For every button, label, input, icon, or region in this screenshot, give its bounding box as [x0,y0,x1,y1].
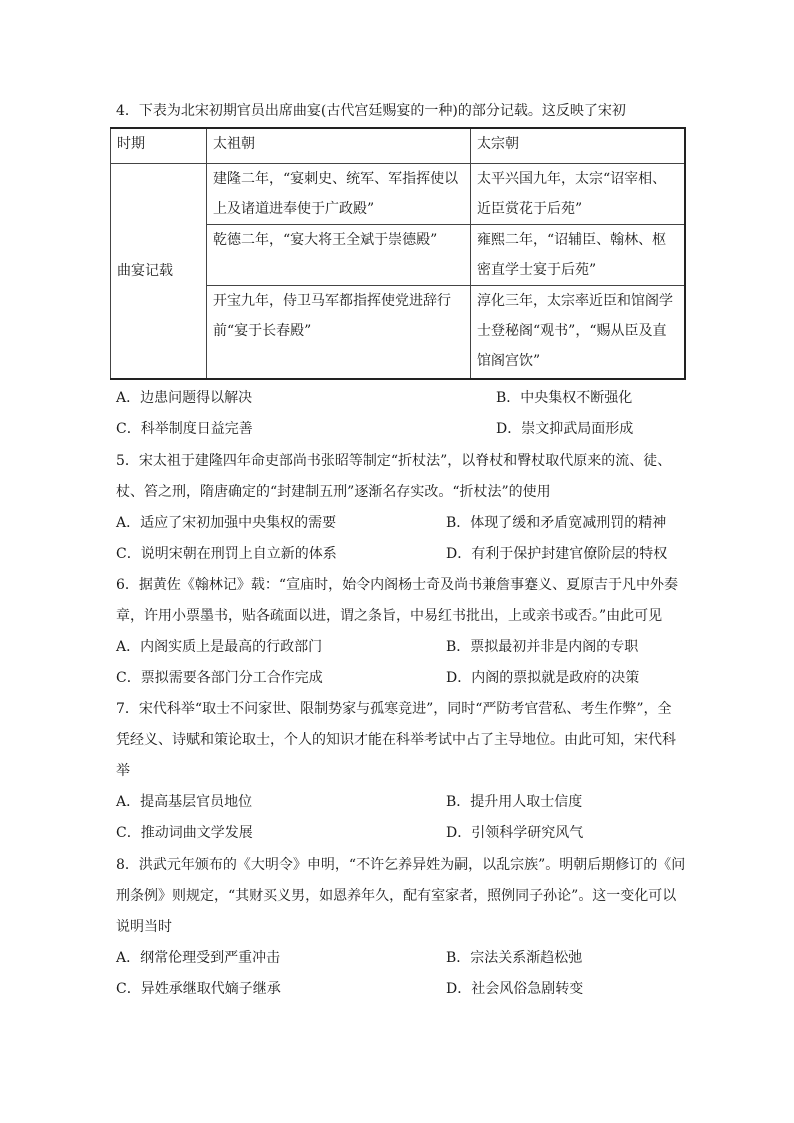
q7-stem-line: 凭经义、诗赋和策论取士，个人的知识才能在科举考试中占了主导地位。由此可知，宋代科 [116,732,676,748]
q8-option-c[interactable]: C．异姓承继取代嫡子继承 [116,981,281,997]
header-taizong: 太宗朝 [471,128,685,164]
table-row [111,164,685,225]
q7-option-c[interactable]: C．推动词曲文学发展 [116,825,253,841]
q5-option-a[interactable]: A．适应了宋初加强中央集权的需要 [116,515,337,531]
q7-option-b[interactable]: B．提升用人取士信度 [446,794,583,810]
q4-option-c[interactable]: C．科举制度日益完善 [116,421,253,437]
q7-option-a[interactable]: A．提高基层官员地位 [116,794,253,810]
table-cell: 乾德二年，“宴大将王全斌于崇德殿” [207,225,471,286]
q4-stem: 4．下表为北宋初期官员出席曲宴(古代宫廷赐宴的一种)的部分记载。这反映了宋初 [116,103,626,119]
q4-option-b[interactable]: B．中央集权不断强化 [496,390,633,406]
q5-stem-line: 杖、笞之刑，隋唐确定的“封建制五刑”逐渐名存实改。“折杖法”的使用 [116,484,551,500]
table-cell: 雍熙二年，“诏辅臣、翰林、枢密直学士宴于后苑” [471,225,685,286]
q6-option-d[interactable]: D．内阁的票拟就是政府的决策 [446,670,640,686]
q5-option-c[interactable]: C．说明宋朝在刑罚上自立新的体系 [116,546,337,562]
q4-option-d[interactable]: D．崇文抑武局面形成 [496,421,634,437]
q7-option-d[interactable]: D．引领科学研究风气 [446,825,584,841]
q8-stem-line: 刑条例》则规定，“其财买义男，如恩养年久，配有室家者，照例同子孙论”。这一变化可以 [116,888,677,904]
q8-stem-line: 8．洪武元年颁布的《大明令》申明，“不许乞养异姓为嗣，以乱宗族”。明朝后期修订的《问 [116,857,686,873]
header-period: 时期 [111,128,207,164]
table-cell: 太平兴国九年，太宗“诏宰相、近臣赏花于后苑” [471,164,685,225]
q8-stem-line: 说明当时 [116,919,172,935]
q8-option-a[interactable]: A．纲常伦理受到严重冲击 [116,950,281,966]
q7-stem-line: 举 [116,763,130,779]
q6-stem-line: 章，许用小票墨书，贴各疏面以进，谓之条旨，中易红书批出，上或亲书或否。”由此可见 [116,608,663,624]
q6-option-b[interactable]: B．票拟最初并非是内阁的专职 [446,639,639,655]
q5-option-d[interactable]: D．有利于保护封建官僚阶层的特权 [446,546,668,562]
q7-stem-line: 7．宋代科举“取士不问家世、限制势家与孤寒竞进”，同时“严防考官营私、考生作弊”，全 [116,701,672,717]
header-taizu: 太祖朝 [207,128,471,164]
table-cell: 建隆二年，“宴刺史、统军、军指挥使以上及诸道进奉使于广政殿” [207,164,471,225]
q4-option-a[interactable]: A．边患问题得以解决 [116,390,253,406]
q8-option-d[interactable]: D．社会风俗急剧转变 [446,981,584,997]
q6-stem-line: 6．据黄佐《翰林记》载：“宣庙时，始令内阁杨士奇及尚书兼詹事蹇义、夏原吉于凡中外奏 [116,577,679,593]
table-cell: 淳化三年，太宗率近臣和馆阁学士登秘阁“观书”，“赐从臣及直馆阁宫饮” [471,286,685,379]
q6-option-c[interactable]: C．票拟需要各部门分工合作完成 [116,670,323,686]
q5-option-b[interactable]: B．体现了缓和矛盾宽减刑罚的精神 [446,515,667,531]
q4-record-table [110,127,686,380]
q8-option-b[interactable]: B．宗法关系渐趋松弛 [446,950,583,966]
table-header-row [111,128,685,164]
q6-option-a[interactable]: A．内阁实质上是最高的行政部门 [116,639,323,655]
q5-stem-line: 5．宋太祖于建隆四年命吏部尚书张昭等制定“折杖法”，以脊杖和臀杖取代原来的流、徒、 [116,453,672,469]
row-label: 曲宴记载 [111,164,207,379]
table-cell: 开宝九年，侍卫马军都指挥使党进辞行前“宴于长春殿” [207,286,471,379]
